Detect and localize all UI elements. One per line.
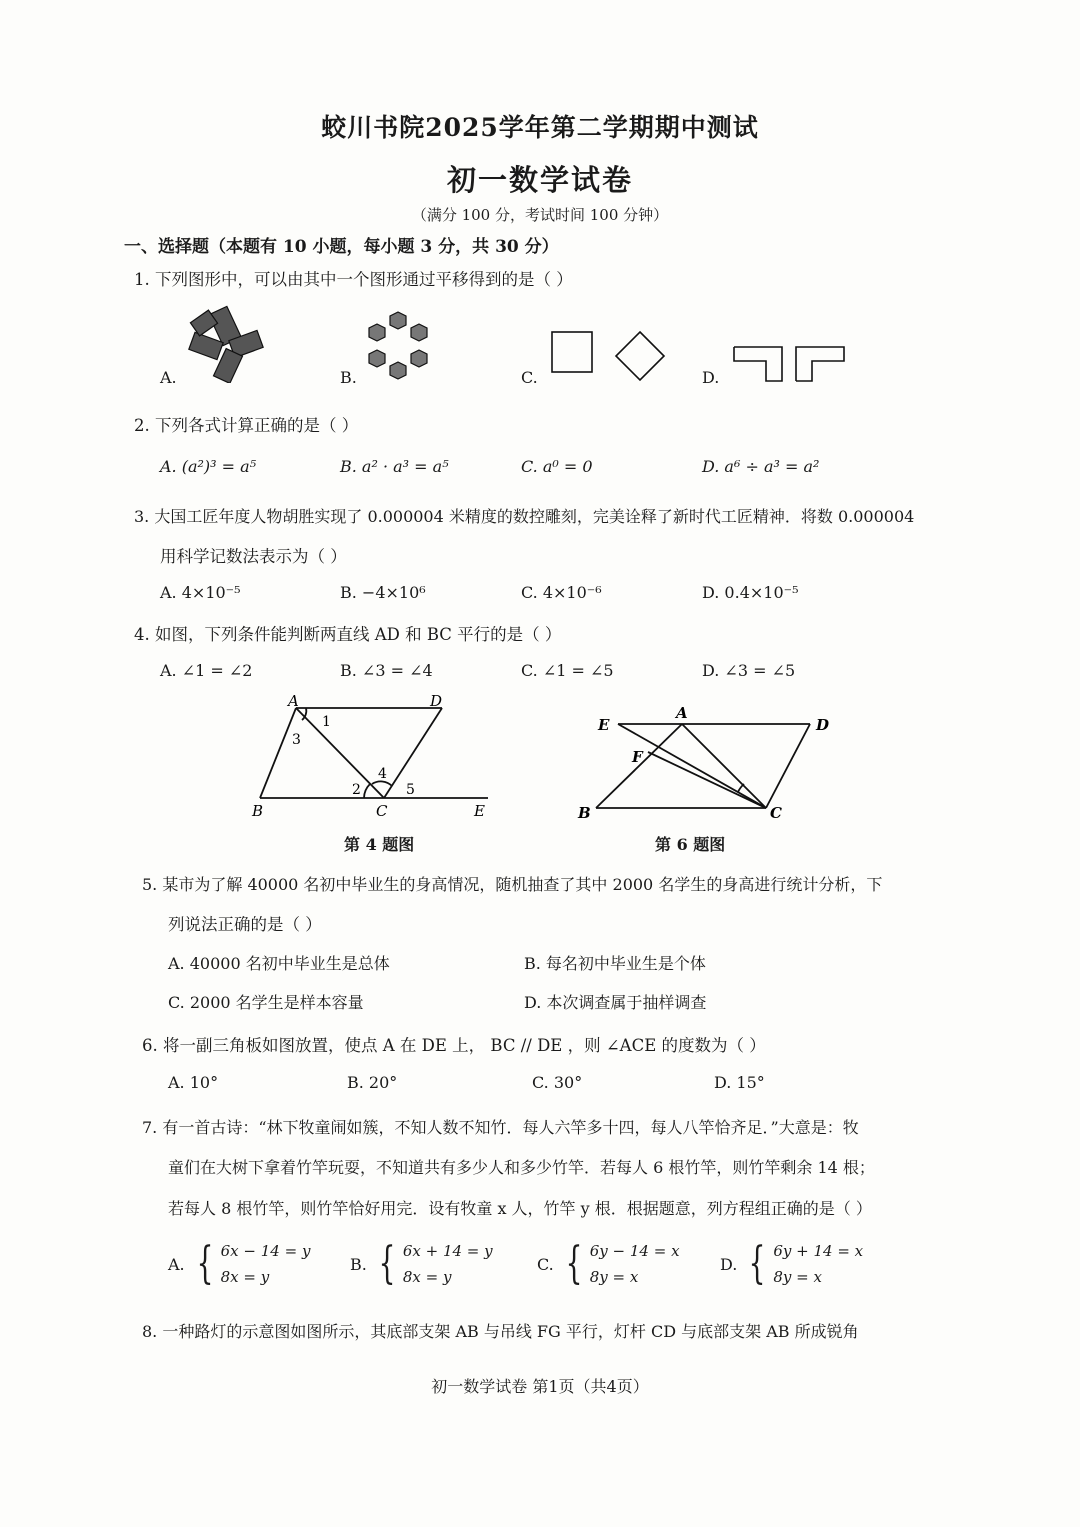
question-5-line-2: 列说法正确的是（ ） <box>168 915 322 934</box>
q1-figure-a <box>185 305 265 383</box>
fig4-label-d: D <box>430 692 443 710</box>
q1-figure-d <box>730 343 850 387</box>
question-2-stem: 2. 下列各式计算正确的是（ ） <box>134 416 359 435</box>
q1-option-d: D. <box>702 368 720 387</box>
q3-option-a: A. 4×10⁻⁵ <box>160 583 241 602</box>
q7-option-b-label: B. <box>350 1254 367 1274</box>
q3-option-c: C. 4×10⁻⁶ <box>521 583 602 602</box>
q7-option-c <box>537 1238 680 1290</box>
q7-d-eq2: 8y = x <box>773 1268 822 1286</box>
question-7-line-3: 若每人 8 根竹竿，则竹竿恰好用完．设有牧童 x 人，竹竿 y 根．根据题意，列方程组正确的是（ ） <box>168 1199 872 1218</box>
q4-option-c: C. ∠1 = ∠5 <box>521 661 614 680</box>
q6-option-d: D. 15° <box>714 1073 765 1092</box>
q5-option-d: D. 本次调查属于抽样调查 <box>524 993 707 1012</box>
fig6-label-d: D <box>816 716 830 734</box>
exam-title: 蛟川书院2025学年第二学期期中测试 <box>321 113 759 142</box>
q7-b-eq1: 6x + 14 = y <box>402 1242 493 1260</box>
fig4-label-b: B <box>252 802 264 820</box>
fig4-angle-4: 4 <box>378 766 387 782</box>
q7-c-eq1: 6y − 14 = x <box>589 1242 680 1260</box>
fig4-angle-2: 2 <box>352 782 361 798</box>
exam-subtitle: 初一数学试卷 <box>446 163 633 197</box>
fig6-caption: 第 6 题图 <box>655 835 726 854</box>
question-5-line-1: 5. 某市为了解 40000 名初中毕业生的身高情况，随机抽查了其中 2000 名学生的身高进行统计分析，下 <box>142 875 883 894</box>
question-7-line-1: 7. 有一首古诗：“林下牧童闹如簇，不知人数不知竹．每人六竿多十四，每人八竿恰齐足．”大意是：牧 <box>142 1118 859 1137</box>
fig6-label-c: C <box>770 804 782 822</box>
question-4-stem: 4. 如图，下列条件能判断两直线 AD 和 BC 平行的是（ ） <box>134 625 562 644</box>
q7-option-c-brace: { <box>565 1238 583 1289</box>
q1-option-a: A. <box>160 368 177 387</box>
question-8-line-1: 8. 一种路灯的示意图如图所示，其底部支架 AB 与吊线 FG 平行，灯杆 CD 与底部支架 AB 所成锐角 <box>142 1322 859 1341</box>
q5-option-b: B. 每名初中毕业生是个体 <box>524 954 706 973</box>
q5-option-a: A. 40000 名初中毕业生是总体 <box>168 954 390 973</box>
q7-d-eq1: 6y + 14 = x <box>773 1242 864 1260</box>
q2-option-b: B. a² · a³ = a⁵ <box>340 457 449 476</box>
fig6-label-e: E <box>598 716 610 734</box>
q2-option-a: A. (a²)³ = a⁵ <box>160 457 257 476</box>
q7-option-d-brace: { <box>748 1238 766 1289</box>
q4-option-b: B. ∠3 = ∠4 <box>340 661 433 680</box>
question-7-line-2: 童们在大树下拿着竹竿玩耍，不知道共有多少人和多少竹竿．若每人 6 根竹竿，则竹竿剩余 14 根； <box>168 1158 875 1177</box>
fig4-angle-3: 3 <box>292 732 301 748</box>
q7-option-c-label: C. <box>537 1254 554 1274</box>
q7-option-d-label: D. <box>720 1254 738 1274</box>
fig4-label-a: A <box>288 692 299 710</box>
q1-option-c: C. <box>521 368 538 387</box>
q6-option-b: B. 20° <box>347 1073 398 1092</box>
q7-a-eq2: 8x = y <box>220 1268 270 1286</box>
fig6-label-b: B <box>578 804 591 822</box>
q1-option-b: B. <box>340 368 357 387</box>
fig6-label-a: A <box>676 704 688 722</box>
q7-option-a-label: A. <box>168 1254 185 1274</box>
q4-option-a: A. ∠1 = ∠2 <box>160 661 253 680</box>
q7-a-eq1: 6x − 14 = y <box>220 1242 311 1260</box>
q2-option-c: C. a⁰ = 0 <box>521 457 593 476</box>
fig6-label-f: F <box>632 748 643 766</box>
figure-q6 <box>570 700 850 826</box>
fig4-angle-5: 5 <box>406 782 415 798</box>
q5-option-c: C. 2000 名学生是样本容量 <box>168 993 364 1012</box>
q7-b-eq2: 8x = y <box>402 1268 452 1286</box>
question-1-stem: 1. 下列图形中，可以由其中一个图形通过平移得到的是（ ） <box>134 270 573 289</box>
fig4-angle-1: 1 <box>322 714 331 730</box>
fig4-label-c: C <box>376 802 388 820</box>
q3-option-d: D. 0.4×10⁻⁵ <box>702 583 799 602</box>
q1-figure-c <box>546 328 671 384</box>
section-heading: 一、选择题（本题有 10 小题，每小题 3 分，共 30 分） <box>124 237 559 257</box>
q2-option-d: D. a⁶ ÷ a³ = a² <box>702 457 820 476</box>
question-3-line-2: 用科学记数法表示为（ ） <box>160 547 347 566</box>
fig4-label-e: E <box>474 802 485 820</box>
q1-figure-b <box>365 308 431 384</box>
q7-option-d <box>720 1238 863 1290</box>
q4-option-d: D. ∠3 = ∠5 <box>702 661 796 680</box>
question-3-line-1: 3. 大国工匠年度人物胡胜实现了 0.000004 米精度的数控雕刻，完美诠释了新时代工匠精神．将数 0.000004 <box>134 507 915 526</box>
q6-option-c: C. 30° <box>532 1073 583 1092</box>
q6-option-a: A. 10° <box>168 1073 219 1092</box>
fig4-caption: 第 4 题图 <box>344 835 415 854</box>
q3-option-b: B. −4×10⁶ <box>340 583 426 602</box>
q7-option-b-brace: { <box>378 1238 396 1289</box>
q7-option-b <box>350 1238 493 1290</box>
q7-option-a <box>168 1238 310 1290</box>
page-footer: 初一数学试卷 第1页（共4页） <box>431 1377 649 1396</box>
figure-q4 <box>240 692 500 822</box>
q7-option-a-brace: { <box>196 1238 214 1289</box>
exam-note: （满分 100 分，考试时间 100 分钟） <box>411 206 669 224</box>
q7-c-eq2: 8y = x <box>589 1268 639 1286</box>
question-6-stem: 6. 将一副三角板如图放置，使点 A 在 DE 上， BC // DE ，则 ∠ACE 的度数为（ ） <box>142 1036 766 1055</box>
